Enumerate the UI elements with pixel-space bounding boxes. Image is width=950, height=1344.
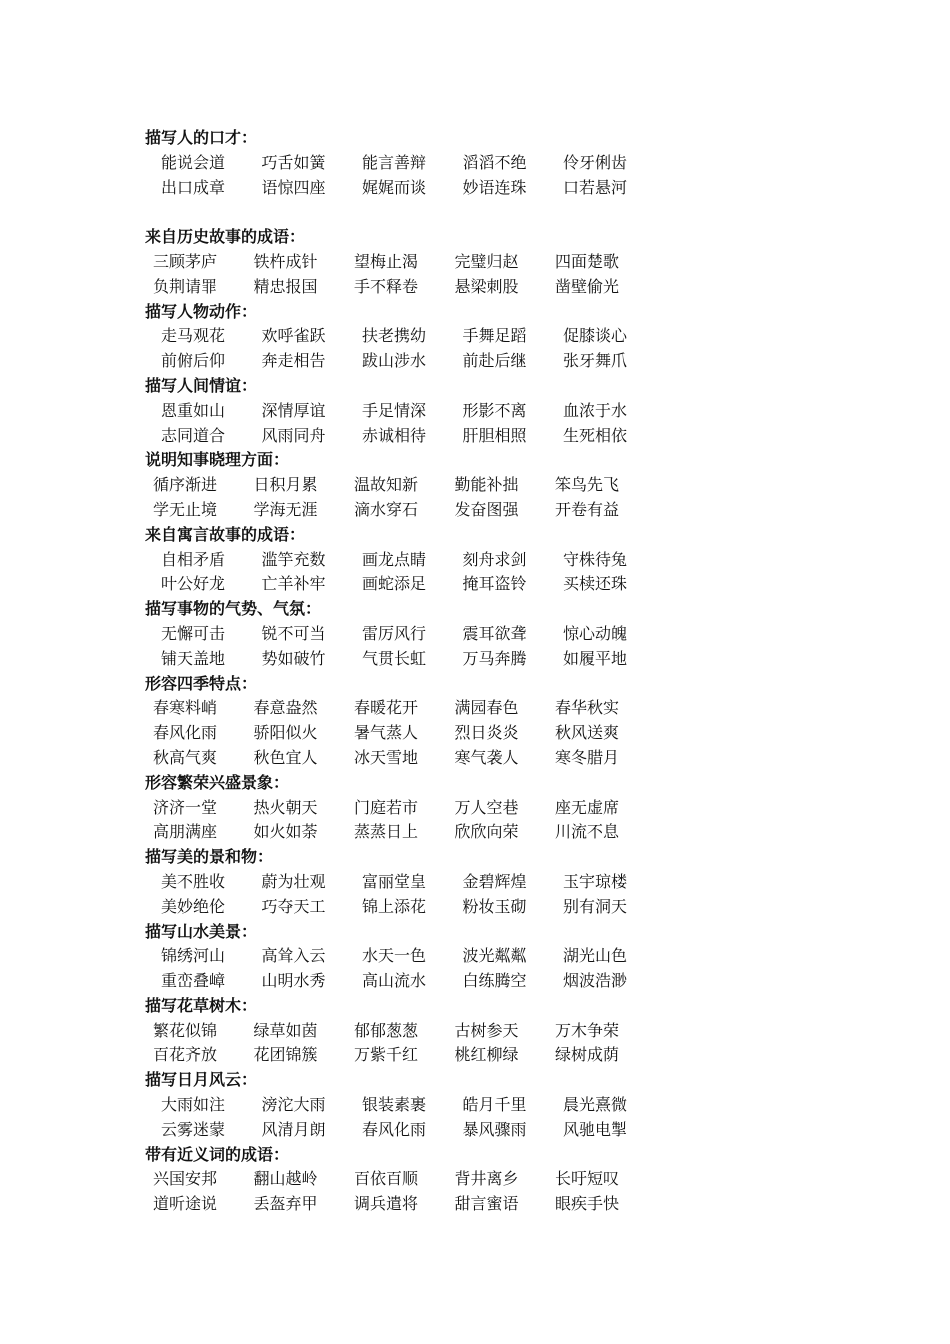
idiom-item: 口若悬河: [563, 177, 628, 197]
idiom-item: 前赴后继: [462, 351, 527, 371]
idiom-item: 调兵遣将: [354, 1194, 419, 1214]
idiom-section: [145, 1143, 905, 1217]
idiom-item: 妙语连珠: [462, 177, 527, 197]
idiom-row: [145, 721, 905, 746]
idiom-item: 皓月千里: [462, 1095, 527, 1115]
idiom-item: 山明水秀: [261, 971, 326, 991]
idiom-item: 温故知新: [354, 475, 419, 495]
idiom-item: 肝胆相照: [462, 425, 527, 445]
idiom-item: 开卷有益: [555, 499, 620, 519]
section-heading: 描写人的口才：: [145, 128, 258, 147]
idiom-section: [145, 771, 905, 845]
idiom-item: 滔滔不绝: [462, 152, 527, 172]
section-heading: 描写人物动作：: [145, 301, 258, 321]
idiom-item: 寒冬腊月: [555, 747, 620, 767]
idiom-item: 春华秋实: [555, 698, 620, 718]
idiom-item: 古树参天: [454, 1020, 519, 1040]
idiom-item: 如火如荼: [253, 822, 318, 842]
idiom-item: 巧舌如簧: [261, 152, 326, 172]
idiom-row: [145, 895, 905, 920]
idiom-item: 伶牙俐齿: [563, 152, 628, 172]
idiom-item: 血浓于水: [563, 400, 628, 420]
idiom-item: 暴风骤雨: [462, 1119, 527, 1139]
idiom-item: 冰天雪地: [354, 747, 419, 767]
idiom-item: 道听途说: [153, 1194, 218, 1214]
idiom-item: 桃红柳绿: [454, 1045, 519, 1065]
idiom-item: 烟波浩渺: [563, 971, 628, 991]
idiom-row: [145, 324, 905, 349]
idiom-item: 买椟还珠: [563, 574, 628, 594]
idiom-item: 春风化雨: [362, 1119, 427, 1139]
idiom-item: 美不胜收: [161, 871, 226, 891]
section-heading: 描写花草树木：: [145, 995, 258, 1015]
idiom-item: 晨光熹微: [563, 1095, 628, 1115]
idiom-item: 座无虚席: [555, 797, 620, 817]
idiom-item: 百依百顺: [354, 1169, 419, 1189]
idiom-item: 风清月朗: [261, 1119, 326, 1139]
idiom-row: [145, 176, 905, 201]
idiom-row: [145, 1118, 905, 1143]
idiom-item: 四面楚歌: [555, 251, 620, 271]
idiom-row: [145, 820, 905, 845]
idiom-item: 恩重如山: [161, 400, 226, 420]
idiom-item: 画龙点睛: [362, 549, 427, 569]
idiom-item: 繁花似锦: [153, 1020, 218, 1040]
idiom-item: 望梅止渴: [354, 251, 419, 271]
section-heading: 来自历史故事的成语：: [145, 227, 306, 247]
idiom-section: [145, 523, 905, 597]
idiom-section: [145, 672, 905, 771]
idiom-section: [145, 920, 905, 994]
section-heading: 描写人间情谊：: [145, 375, 258, 395]
idiom-item: 画蛇添足: [362, 574, 427, 594]
idiom-section: [145, 225, 905, 299]
idiom-item: 长吁短叹: [555, 1169, 620, 1189]
idiom-item: 跋山涉水: [362, 351, 427, 371]
idiom-section: [145, 1068, 905, 1142]
idiom-item: 锐不可当: [261, 623, 326, 643]
idiom-item: 欢呼雀跃: [261, 326, 326, 346]
idiom-row: [145, 969, 905, 994]
idiom-item: 悬梁刺股: [454, 276, 519, 296]
idiom-item: 湖光山色: [563, 946, 628, 966]
idiom-item: 促膝谈心: [563, 326, 628, 346]
idiom-item: 春意盎然: [253, 698, 318, 718]
idiom-item: 秋风送爽: [555, 723, 620, 743]
idiom-row: [145, 1019, 905, 1044]
idiom-item: 眼疾手快: [555, 1194, 620, 1214]
idiom-item: 锦绣河山: [161, 946, 226, 966]
section-heading: 形容四季特点：: [145, 673, 258, 693]
idiom-row: [145, 151, 905, 176]
idiom-item: 娓娓而谈: [362, 177, 427, 197]
idiom-item: 川流不息: [555, 822, 620, 842]
idiom-item: 骄阳似火: [253, 723, 318, 743]
idiom-item: 滴水穿石: [354, 499, 419, 519]
idiom-item: 风驰电掣: [563, 1119, 628, 1139]
idiom-item: 兴国安邦: [153, 1169, 218, 1189]
idiom-item: 翻山越岭: [253, 1169, 318, 1189]
idiom-item: 背井离乡: [454, 1169, 519, 1189]
idiom-item: 雷厉风行: [362, 623, 427, 643]
idiom-item: 高朋满座: [153, 822, 218, 842]
idiom-item: 凿壁偷光: [555, 276, 620, 296]
idiom-item: 刻舟求剑: [462, 549, 527, 569]
idiom-item: 无懈可击: [161, 623, 226, 643]
idiom-item: 震耳欲聋: [462, 623, 527, 643]
idiom-item: 春风化雨: [153, 723, 218, 743]
section-heading: 描写美的景和物：: [145, 847, 274, 867]
idiom-row: [145, 349, 905, 374]
idiom-item: 笨鸟先飞: [555, 475, 620, 495]
idiom-item: 富丽堂皇: [362, 871, 427, 891]
idiom-row: [145, 746, 905, 771]
idiom-item: 门庭若市: [354, 797, 419, 817]
idiom-item: 前俯后仰: [161, 351, 226, 371]
idiom-item: 三顾茅庐: [153, 251, 218, 271]
idiom-section: [145, 845, 905, 919]
idiom-item: 郁郁葱葱: [354, 1020, 419, 1040]
idiom-item: 蒸蒸日上: [354, 822, 419, 842]
idiom-item: 张牙舞爪: [563, 351, 628, 371]
section-heading: 描写山水美景：: [145, 921, 258, 941]
idiom-item: 美妙绝伦: [161, 896, 226, 916]
idiom-item: 绿树成荫: [555, 1045, 620, 1065]
idiom-item: 春暖花开: [354, 698, 419, 718]
idiom-section: [145, 300, 905, 374]
idiom-item: 生死相依: [563, 425, 628, 445]
idiom-item: 日积月累: [253, 475, 318, 495]
idiom-item: 绿草如茵: [253, 1020, 318, 1040]
idiom-row: [145, 473, 905, 498]
idiom-row: [145, 498, 905, 523]
blank-line: [145, 200, 905, 225]
idiom-item: 万马奔腾: [462, 648, 527, 668]
idiom-section: [145, 126, 905, 200]
idiom-item: 白练腾空: [462, 971, 527, 991]
idiom-item: 秋高气爽: [153, 747, 218, 767]
idiom-item: 滥竽充数: [261, 549, 326, 569]
section-heading: 带有近义词的成语：: [145, 1144, 290, 1164]
idiom-item: 手舞足蹈: [462, 326, 527, 346]
idiom-item: 循序渐进: [153, 475, 218, 495]
idiom-item: 百花齐放: [153, 1045, 218, 1065]
idiom-item: 水天一色: [362, 946, 427, 966]
idiom-item: 叶公好龙: [161, 574, 226, 594]
idiom-item: 巧夺天工: [261, 896, 326, 916]
idiom-item: 惊心动魄: [563, 623, 628, 643]
section-heading: 描写日月风云：: [145, 1070, 258, 1090]
idiom-item: 高耸入云: [261, 946, 326, 966]
idiom-row: [145, 944, 905, 969]
idiom-item: 粉妆玉砌: [462, 896, 527, 916]
idiom-row: [145, 622, 905, 647]
idiom-item: 志同道合: [161, 425, 226, 445]
idiom-item: 走马观花: [161, 326, 226, 346]
idiom-item: 银装素裹: [362, 1095, 427, 1115]
idiom-section: [145, 994, 905, 1068]
idiom-item: 秋色宜人: [253, 747, 318, 767]
idiom-row: [145, 1093, 905, 1118]
idiom-item: 扶老携幼: [362, 326, 427, 346]
idiom-item: 掩耳盗铃: [462, 574, 527, 594]
idiom-item: 花团锦簇: [253, 1045, 318, 1065]
idiom-item: 欣欣向荣: [454, 822, 519, 842]
idiom-item: 赤诚相待: [362, 425, 427, 445]
idiom-item: 铁杵成针: [253, 251, 318, 271]
idiom-item: 学无止境: [153, 499, 218, 519]
idiom-item: 铺天盖地: [161, 648, 226, 668]
idiom-item: 玉宇琼楼: [563, 871, 628, 891]
idiom-item: 万紫千红: [354, 1045, 419, 1065]
idiom-item: 锦上添花: [362, 896, 427, 916]
idiom-item: 自相矛盾: [161, 549, 226, 569]
idiom-item: 金碧辉煌: [462, 871, 527, 891]
idiom-item: 寒气袭人: [454, 747, 519, 767]
idiom-row: [145, 696, 905, 721]
section-heading: 描写事物的气势、气氛：: [145, 599, 322, 619]
idiom-row: [145, 647, 905, 672]
section-heading: 形容繁荣兴盛景象：: [145, 772, 290, 792]
idiom-item: 风雨同舟: [261, 425, 326, 445]
idiom-item: 手足情深: [362, 400, 427, 420]
idiom-item: 学海无涯: [253, 499, 318, 519]
idiom-item: 发奋图强: [454, 499, 519, 519]
idiom-item: 云雾迷蒙: [161, 1119, 226, 1139]
idiom-item: 完璧归赵: [454, 251, 519, 271]
idiom-item: 热火朝天: [253, 797, 318, 817]
idiom-item: 形影不离: [462, 400, 527, 420]
idiom-row: [145, 399, 905, 424]
idiom-item: 大雨如注: [161, 1095, 226, 1115]
idiom-item: 气贯长虹: [362, 648, 427, 668]
idiom-row: [145, 1192, 905, 1217]
idiom-row: [145, 572, 905, 597]
idiom-row: [145, 1043, 905, 1068]
idiom-item: 精忠报国: [253, 276, 318, 296]
idiom-item: 能说会道: [161, 152, 226, 172]
idiom-section: [145, 374, 905, 448]
idiom-row: [145, 424, 905, 449]
idiom-row: [145, 275, 905, 300]
idiom-item: 暑气蒸人: [354, 723, 419, 743]
idiom-row: [145, 250, 905, 275]
section-heading: 说明知事晓理方面：: [145, 450, 290, 470]
idiom-item: 高山流水: [362, 971, 427, 991]
idiom-item: 如履平地: [563, 648, 628, 668]
document-body: [145, 126, 905, 1217]
idiom-item: 负荆请罪: [153, 276, 218, 296]
idiom-item: 丢盔弃甲: [253, 1194, 318, 1214]
idiom-item: 势如破竹: [261, 648, 326, 668]
idiom-item: 济济一堂: [153, 797, 218, 817]
idiom-item: 奔走相告: [261, 351, 326, 371]
idiom-item: 满园春色: [454, 698, 519, 718]
idiom-section: [145, 597, 905, 671]
idiom-item: 手不释卷: [354, 276, 419, 296]
idiom-item: 出口成章: [161, 177, 226, 197]
idiom-item: 别有洞天: [563, 896, 628, 916]
idiom-row: [145, 870, 905, 895]
idiom-item: 春寒料峭: [153, 698, 218, 718]
idiom-item: 波光粼粼: [462, 946, 527, 966]
idiom-item: 重峦叠嶂: [161, 971, 226, 991]
idiom-row: [145, 796, 905, 821]
idiom-item: 语惊四座: [261, 177, 326, 197]
section-heading: 来自寓言故事的成语：: [145, 524, 306, 544]
idiom-item: 万木争荣: [555, 1020, 620, 1040]
idiom-row: [145, 1167, 905, 1192]
idiom-row: [145, 548, 905, 573]
idiom-item: 守株待兔: [563, 549, 628, 569]
idiom-item: 万人空巷: [454, 797, 519, 817]
idiom-item: 甜言蜜语: [454, 1194, 519, 1214]
idiom-item: 能言善辩: [362, 152, 427, 172]
idiom-item: 深情厚谊: [261, 400, 326, 420]
idiom-item: 烈日炎炎: [454, 723, 519, 743]
idiom-item: 勤能补拙: [454, 475, 519, 495]
idiom-item: 蔚为壮观: [261, 871, 326, 891]
idiom-item: 亡羊补牢: [261, 574, 326, 594]
idiom-section: [145, 448, 905, 522]
idiom-item: 滂沱大雨: [261, 1095, 326, 1115]
